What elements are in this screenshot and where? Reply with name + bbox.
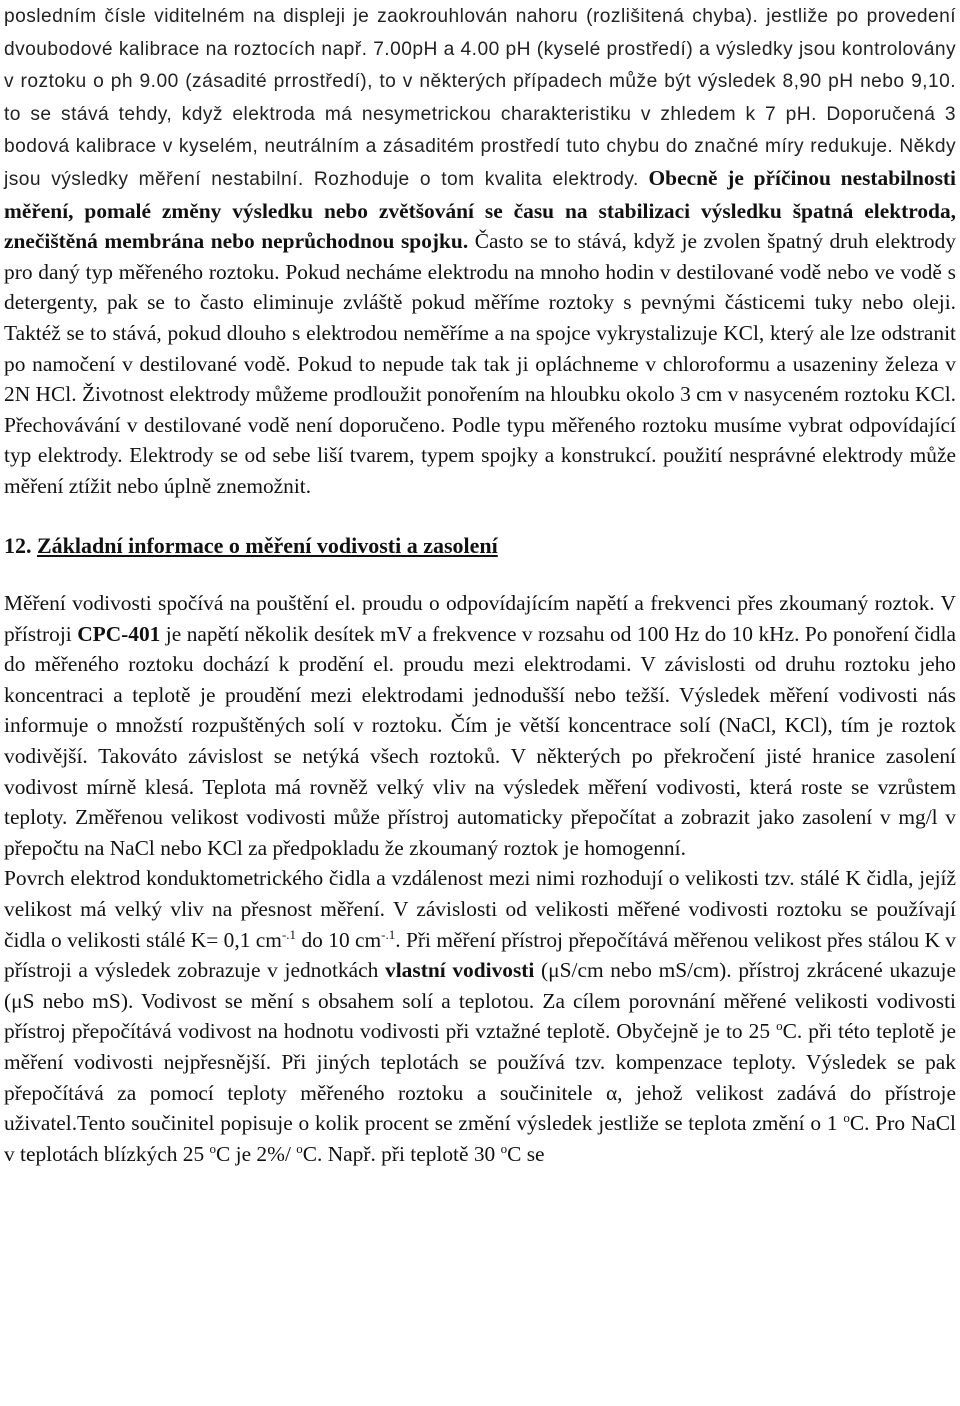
degree-superscript: o: [500, 1140, 508, 1156]
paragraph-text: . Při měření přístroj přepočítává měřenou velikost přes stálou K v přístroji a výsledek zobrazuje v jednotkách: [4, 927, 956, 983]
device-name: CPC-401: [77, 621, 161, 646]
section-title: Základní informace o měření vodivosti a zasolení: [37, 532, 498, 558]
paragraph-text: C je 2%/: [216, 1141, 297, 1166]
paragraph-text: C. při této teplotě je měření vodivosti nejpřesnější. Při jiných teplotách se používá tzv. kompenzace teploty. Výsledek se pak přepočítává za pomocí teploty měřeného roztoku a součinitele α, jehož velikost zadává do přístroje uživatel.Tento součinitel popisuje o kolik procent se změní výsledek jestliže se teplota změní o 1: [4, 1019, 956, 1136]
degree-superscript: o: [776, 1018, 783, 1034]
degree-superscript: o: [296, 1140, 303, 1156]
bold-instability-causes: Obecně je příčinou nestabilnosti měření, pomalé změny výsledku nebo zvětšování se času na stabilizaci výsledku špatná elektroda, znečištěná membrána nebo neprůchodnou spojku.: [4, 165, 956, 254]
superscript: -.1: [281, 926, 297, 942]
paragraph-text: C. Pro NaCl v teplotách blízkých 25: [4, 1111, 956, 1166]
paragraph-text: Povrch elektrod konduktometrického čidla a vzdálenost mezi nimi rozhodují o velikosti tzv. stálé K čidla, jejíž velikost má velký vliv na přesnost měření. V závislosti od velikosti měřené vodivosti roztoku se používají čidla o velikosti stálé K= 0,1 cm: [4, 866, 956, 952]
document-page: [4, 0, 956, 1169]
degree-superscript: o: [843, 1110, 850, 1126]
section-heading: [4, 531, 956, 562]
superscript: -.1: [381, 926, 396, 942]
paragraph-conductivity-basics: [4, 588, 956, 863]
paragraph-text: do 10 cm: [296, 927, 382, 952]
section-number: 12.: [4, 532, 32, 558]
bold-term: vlastní vodivosti: [385, 958, 535, 983]
paragraph-text: Měření vodivosti spočívá na pouštění el. proudu o odpovídajícím napětí a frekvenci přes zkoumaný roztok. V přístroji: [4, 591, 956, 646]
paragraph-maintenance-text: Často se to stává, když je zvolen špatný druh elektrody pro daný typ měřeného roztoku. Pokud necháme elektrodu na mnoho hodin v destilované vodě nebo ve vodě s detergenty, pak se to často eliminuje zvláště pokud měříme roztoky s pevnými částicemi tuky nebo oleji. Taktéž se to stává, pokud dlouho s elektrodou neměříme a na spojce vykrystalizuje KCl, který ale lze odstranit po namočení v destilované vodě. Pokud to nepude tak tak ji opláchneme v chloroformu a usazeniny železa v 2N HCl. Životnost elektrody můžeme prodloužit ponořením na hloubku okolo 3 cm v nasyceném roztoku KCl. Přechovávání v destilované vodě není doporučeno. Podle typu měřeného roztoku musíme vybrat odpovídající typ elektrody. Elektrody se od sebe liší tvarem, typem spojky a konstrukcí. použití nesprávné elektrody může měření ztížit nebo úplně znemožnit.: [4, 229, 956, 498]
paragraph-text: je napětí několik desítek mV a frekvence v rozsahu od 100 Hz do 10 kHz. Po ponoření čidla do měřeného roztoku dochází k prodění el. proudu mezi elektrodami. V závislosti od druhu roztoku jeho koncentraci a teplotě je proudění mezi elektrodami jednodušší nebo težší. Výsledek měření vodivosti nás informuje o množstí rozpuštěných solí v roztoku. Čím je větší koncentrace solí (NaCl, KCl), tím je roztok vodivější. Takováto závislost se netýká všech roztoků. V některých po překročení jisté hranice zasolení vodivost mírně klesá. Teplota má rovněž velký vliv na výsledek měření vodivosti, která roste se vzrůstem teploty. Změřenou velikost vodivosti může přístroj automaticky přepočítat a zobrazit jako zasolení v mg/l v přepočtu na NaCl nebo KCl za předpokladu že zkoumaný roztok je homogenní.: [4, 621, 956, 860]
paragraph-text: C se: [507, 1141, 545, 1166]
paragraph-text: C. Např. při teplotě 30: [302, 1141, 501, 1166]
paragraph-intro-text: posledním čísle viditelném na displeji je zaokrouhlován nahoru (rozlišitená chyba). jestliže po provedení dvoubodové kalibrace na roztocích např. 7.00pH a 4.00 pH (kyselé prostředí) a výsledky jsou kontrolovány v roztoku o ph 9.00 (zásadité prrostředí), to v některých případech může být výsledek 8,90 pH nebo 9,10. to se stává tehdy, když elektroda má nesymetrickou charakteristiku v zhledem k 7 pH. Doporučená 3 bodová kalibrace v kyselém, neutrálním a zásaditém prostředí tuto chybu do značné míry redukuje. Někdy jsou výsledky měření nestabilní. Rozhoduje o tom kvalita elektrody.: [4, 6, 956, 190]
paragraph-text: (μS/cm nebo mS/cm). přístroj zkrácené ukazuje (μS nebo mS). Vodivost se mění s obsahem solí a teplotou. Za cílem porovnání měřené velikosti vodivosti přístroj přepočítává vodivost na hodnotu vodivosti při vztažné teplotě. Obyčejně je to 25: [4, 958, 956, 1044]
paragraph-cell-constant: [4, 863, 956, 1169]
paragraph-electrode-calibration: [4, 0, 956, 502]
degree-superscript: o: [209, 1140, 217, 1156]
